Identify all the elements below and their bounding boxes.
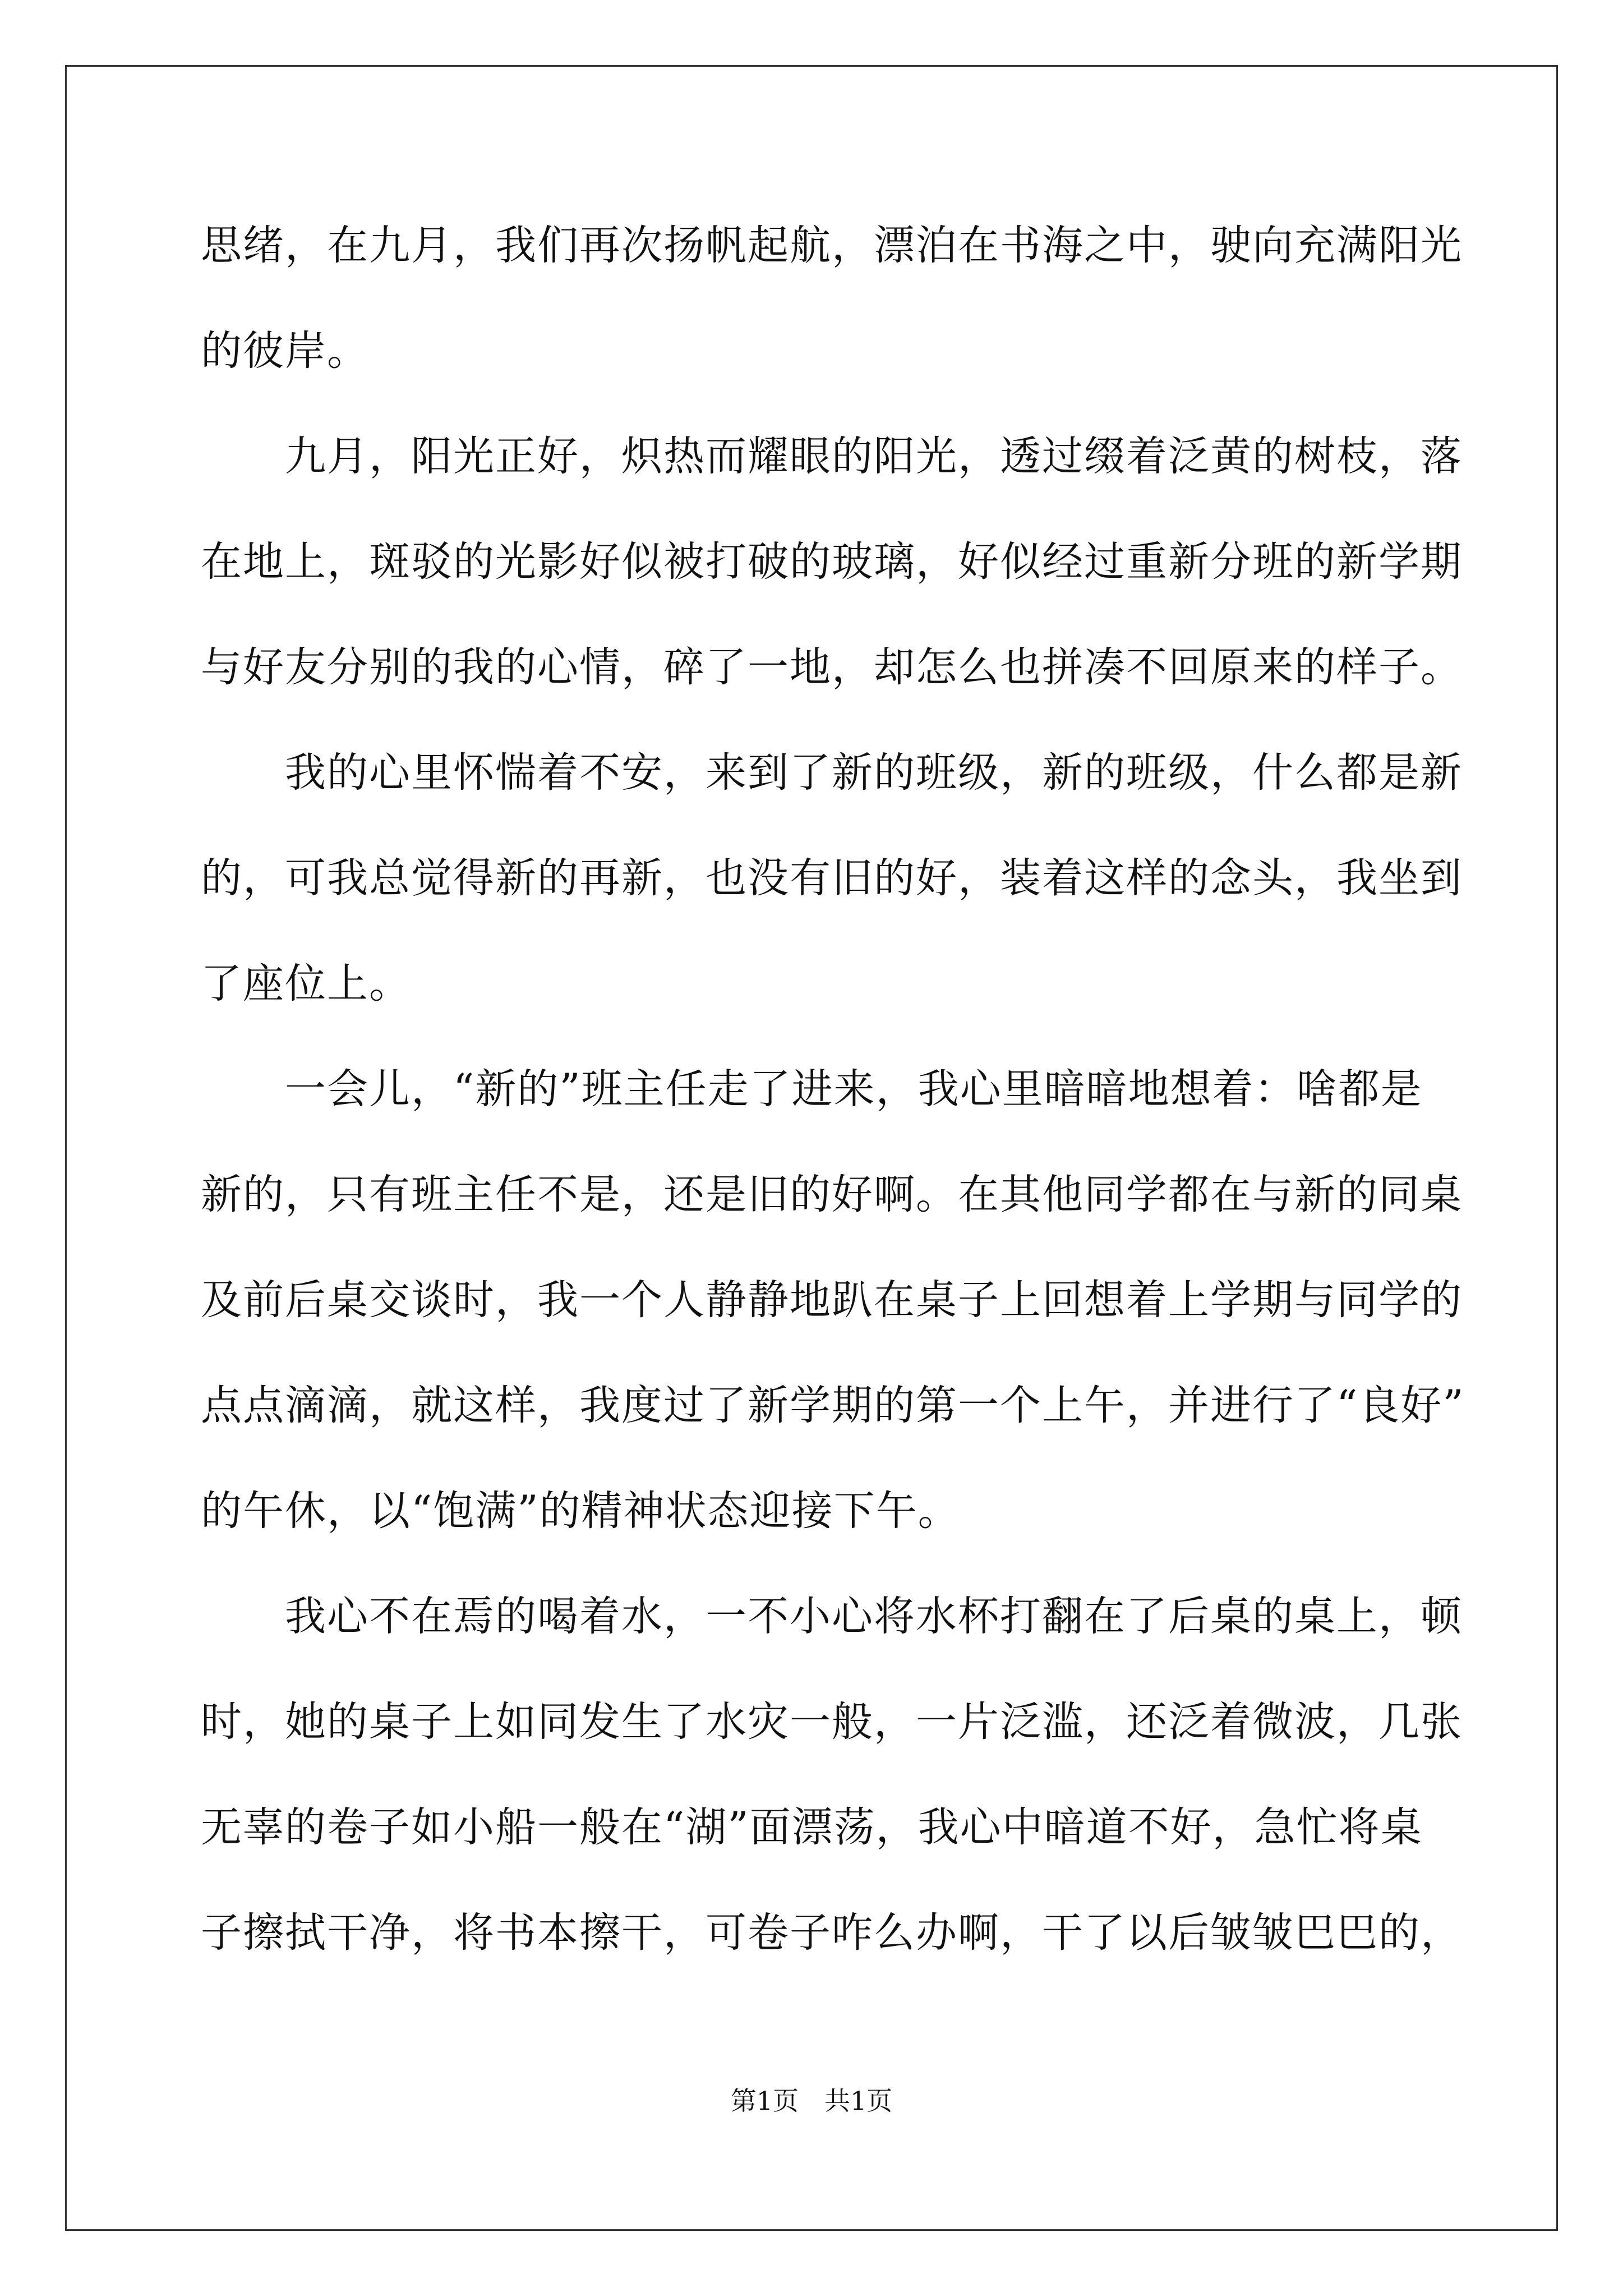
paragraph-first-line: 我心不在焉的喝着水，一不小心将水杯打翻在了后桌的桌上，顿 [285,1593,1463,1640]
page-number-footer: 第1页 共1页 [730,2086,893,2116]
text-line: 时，她的桌子上如同发生了水灾一般，一片泛滥，还泛着微波，几张 [201,1698,1463,1746]
text-line: 的彼岸。 [201,327,369,375]
text-line: 思绪，在九月，我们再次扬帆起航，漂泊在书海之中，驶向充满阳光 [201,222,1463,269]
text-line: 及前后桌交谈时，我一个人静静地趴在桌子上回想着上学期与同学的 [201,1276,1463,1324]
text-line: 的午休，以“饱满”的精神状态迎接下午。 [201,1487,960,1535]
text-line: 子擦拭干净，将书本擦干，可卷子咋么办啊，干了以后皱皱巴巴的， [201,1909,1463,1957]
paragraph-first-line: 我的心里怀惴着不安，来到了新的班级，新的班级，什么都是新 [285,749,1463,797]
text-line: 新的，只有班主任不是，还是旧的好啊。在其他同学都在与新的同桌 [201,1171,1463,1218]
text-line: 的，可我总觉得新的再新，也没有旧的好，装着这样的念头，我坐到 [201,854,1463,902]
text-line: 在地上，斑驳的光影好似被打破的玻璃，好似经过重新分班的新学期 [201,538,1463,586]
text-line: 无辜的卷子如小船一般在“湖”面漂荡，我心中暗道不好，急忙将桌 [201,1803,1423,1851]
text-line: 了座位上。 [201,960,411,1007]
text-line: 与好友分别的我的心情，碎了一地，却怎么也拼凑不回原来的样子。 [201,643,1463,691]
text-line: 点点滴滴，就这样，我度过了新学期的第一个上午，并进行了“良好” [201,1382,1465,1429]
paragraph-first-line: 九月，阳光正好，炽热而耀眼的阳光，透过缀着泛黄的树枝，落 [285,432,1463,480]
paragraph-first-line: 一会儿，“新的”班主任走了进来，我心里暗暗地想着：啥都是 [285,1065,1423,1113]
